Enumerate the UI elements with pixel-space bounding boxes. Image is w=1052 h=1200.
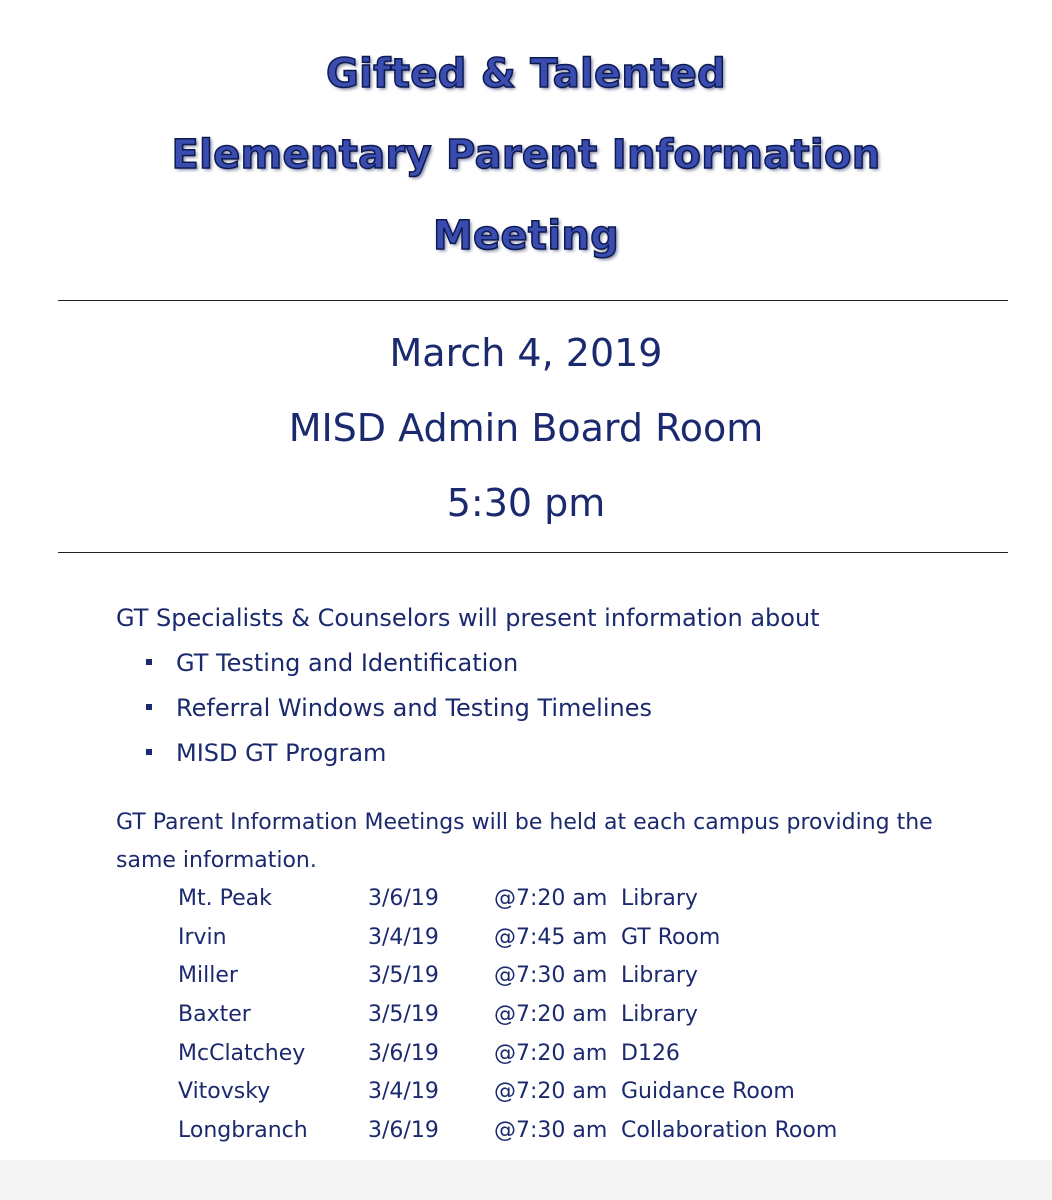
page-bottom-band <box>0 1160 1052 1200</box>
campus-name: Mt. Peak <box>178 886 272 911</box>
meeting-time: @7:20 am <box>494 1079 608 1105</box>
meeting-location: Library <box>621 886 698 911</box>
campus-name: Miller <box>178 963 238 989</box>
meeting-location: Collaboration Room <box>621 1118 838 1144</box>
meeting-location: Guidance Room <box>621 1079 795 1105</box>
meeting-date: 3/4/19 <box>368 924 439 950</box>
campus-name: Longbranch <box>178 1118 308 1144</box>
campus-name: Baxter <box>178 1002 251 1028</box>
meeting-time: @7:30 am <box>494 963 608 989</box>
meeting-date: 3/5/19 <box>368 1002 439 1028</box>
bullet-item <box>146 693 652 723</box>
event-location: MISD Admin Board Room <box>288 406 764 450</box>
meeting-location: Library <box>621 1002 698 1028</box>
title-line-1: Gifted & Talented <box>326 51 726 97</box>
campus-meetings-description: GT Parent Information Meetings will be held at each campus providing the same information. <box>116 810 933 873</box>
bullet-label: Referral Windows and Testing Timelines <box>176 694 652 722</box>
meeting-location: D126 <box>621 1040 680 1066</box>
intro-text: GT Specialists & Counselors will present information about <box>116 604 820 632</box>
event-date: March 4, 2019 <box>389 331 663 375</box>
campus-name: McClatchey <box>178 1040 306 1066</box>
bullet-item <box>146 648 518 678</box>
meeting-time: @7:30 am <box>494 1118 608 1144</box>
bullet-icon <box>146 659 152 665</box>
meeting-time: @7:20 am <box>494 1040 608 1066</box>
meeting-date: 3/5/19 <box>368 963 439 989</box>
meeting-date: 3/4/19 <box>368 1079 439 1105</box>
event-time: 5:30 pm <box>446 481 606 525</box>
meeting-location: GT Room <box>621 924 721 950</box>
title-line-2: Elementary Parent Information <box>171 132 881 178</box>
bullet-icon <box>146 704 152 710</box>
meeting-date: 3/6/19 <box>368 1040 439 1066</box>
meeting-time: @7:20 am <box>494 1002 608 1028</box>
campus-name: Vitovsky <box>178 1079 271 1105</box>
meeting-location: Library <box>621 963 698 989</box>
divider-top <box>58 300 1008 301</box>
campus-name: Irvin <box>178 924 227 950</box>
divider-bottom <box>58 552 1008 553</box>
meeting-time: @7:20 am <box>494 886 608 911</box>
bullet-item <box>146 738 386 768</box>
meeting-time: @7:45 am <box>494 924 608 950</box>
bullet-label: MISD GT Program <box>176 739 387 767</box>
meeting-date: 3/6/19 <box>368 1118 439 1144</box>
meeting-date: 3/6/19 <box>368 886 439 911</box>
bullet-label: GT Testing and Identification <box>176 649 519 677</box>
title-line-3: Meeting <box>432 213 620 259</box>
bullet-icon <box>146 749 152 755</box>
